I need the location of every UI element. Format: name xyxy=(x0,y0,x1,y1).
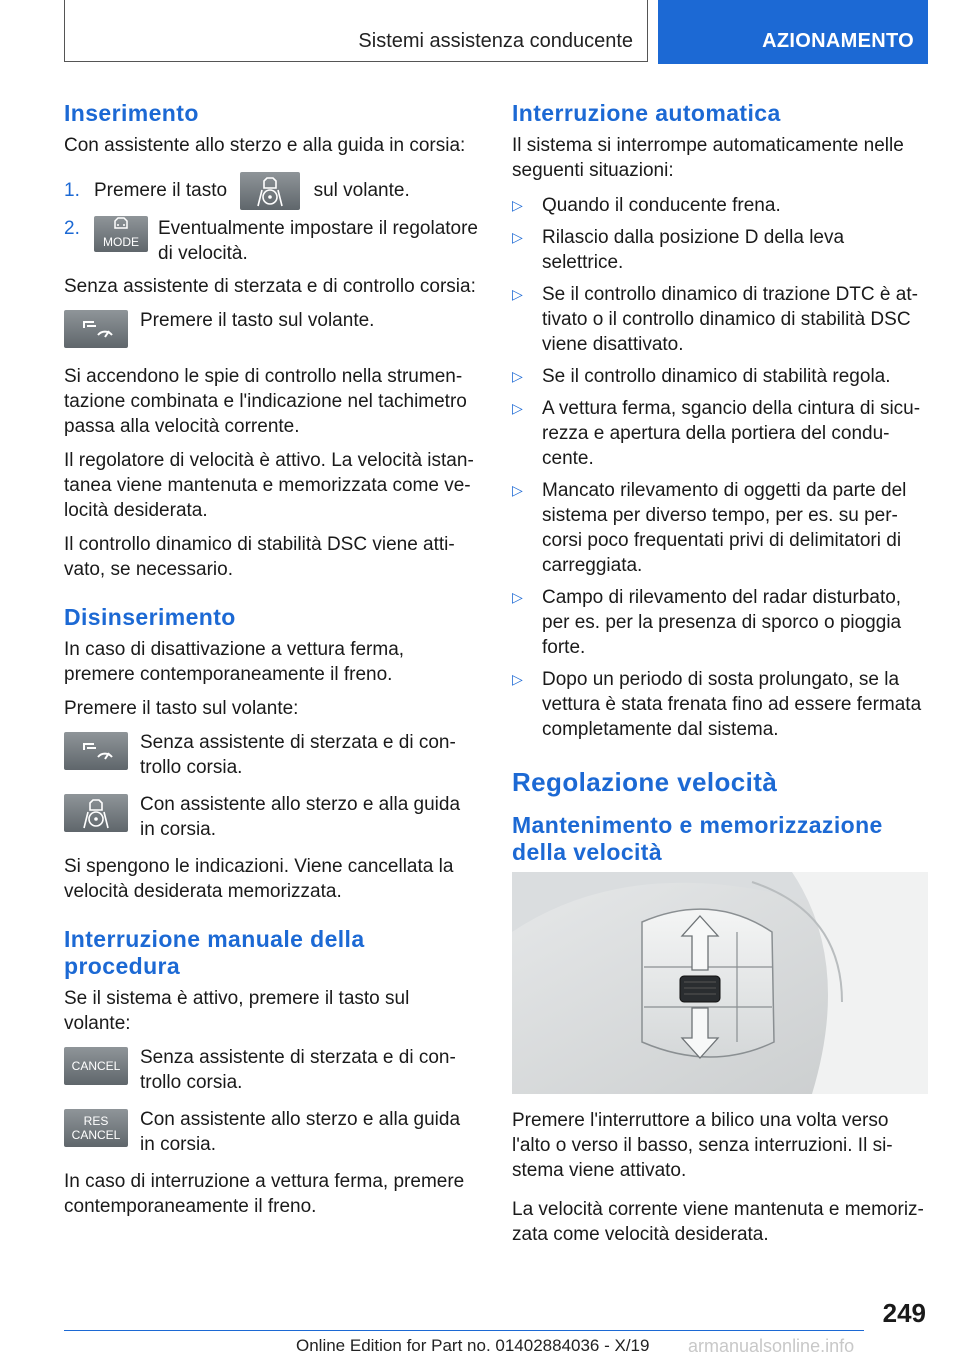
bullet-list xyxy=(512,193,928,742)
bullet-text: Se il controllo dinamico di stabilità regola. xyxy=(542,366,891,387)
inserimento-p3: Il controllo dinamico di stabilità DSC viene attivato, se necessario. xyxy=(64,534,455,581)
bullet-text: Se il controllo dinamico di trazione DTC è attivato o il controllo dinamico di stabilità DSC viene disattivato. xyxy=(542,284,918,355)
bullet-triangle-icon: ▷ xyxy=(512,197,523,213)
step-2 xyxy=(64,216,480,266)
bullet-item xyxy=(512,396,928,471)
regolazione-p1: Premere l'interruttore a bilico una volta verso l'alto o verso il basso, senza interruzioni. Il sistema viene attivato. xyxy=(512,1110,893,1181)
page-number: 249 xyxy=(882,1298,926,1328)
icon-row-cruise-text: Premere il tasto sul volante. xyxy=(140,310,375,332)
lane-assist-button-icon xyxy=(64,794,128,832)
heading-inserimento: Inserimento xyxy=(64,100,199,126)
disinserimento-row2-text: Con assistente allo sterzo e alla guida in corsia. xyxy=(140,794,461,841)
step-2-number: 2. xyxy=(64,218,80,240)
chapter-tab xyxy=(658,0,928,64)
disinserimento-p1: In caso di disattivazione a vettura ferma, premere contemporaneamente il freno. xyxy=(64,639,405,686)
mode-button-icon xyxy=(94,216,148,252)
bullet-triangle-icon: ▷ xyxy=(512,286,523,302)
step-2-text: Eventualmente impostare il regolatore di velocità. xyxy=(158,218,479,265)
no-assist-intro: Senza assistente di sterzata e di controllo corsia: xyxy=(64,276,476,298)
inserimento-intro: Con assistente allo sterzo e alla guida in corsia: xyxy=(64,135,466,156)
bullet-triangle-icon: ▷ xyxy=(512,671,523,687)
bullet-triangle-icon: ▷ xyxy=(512,482,523,498)
bullet-text: A vettura ferma, sgancio della cintura di sicurezza e apertura della portiera del conducente. xyxy=(542,398,921,469)
icon-row-disinserimento-1 xyxy=(64,730,480,780)
interruzione-auto-intro: Il sistema si interrompe automaticamente nelle seguenti situazioni: xyxy=(512,135,904,181)
heading-interruzione-automatica: Interruzione automatica xyxy=(512,100,781,126)
inserimento-p2: Il regolatore di velocità è attivo. La velocità istantanea viene mantenuta e memorizzata come velocità desiderata. xyxy=(64,450,474,522)
bullet-item xyxy=(512,225,928,275)
chapter-title: AZIONAMENTO xyxy=(762,30,914,52)
edition-note: Online Edition for Part no. 01402884036 - X/19 xyxy=(296,1336,650,1355)
right-column xyxy=(512,100,928,1256)
icon-row-res-cancel xyxy=(64,1107,480,1157)
heading-regolazione: Regolazione velocità xyxy=(512,767,778,797)
heading-mantenimento: Mantenimento e memorizzazione della velocità xyxy=(512,812,883,865)
bullet-text: Dopo un periodo di sosta prolungato, se la vettura è stata frenata fino ad essere fermata completamente dal sistema. xyxy=(542,669,922,740)
page-header xyxy=(64,0,928,64)
bullet-text: Mancato rilevamento di oggetti da parte del sistema per diverso tempo, per es. su percorsi poco frequentati privi di delimitatori di carreggiata. xyxy=(542,480,907,576)
bullet-item xyxy=(512,667,928,742)
interruzione-manuale-p1: Se il sistema è attivo, premere il tasto sul volante: xyxy=(64,988,410,1035)
res-cancel-button-icon xyxy=(64,1109,128,1147)
inserimento-p1: Si accendono le spie di controllo nella strumentazione combinata e l'indicazione nel tachimetro passa alla velocità corrente. xyxy=(64,366,467,438)
heading-disinserimento: Disinserimento xyxy=(64,604,236,631)
bullet-triangle-icon: ▷ xyxy=(512,400,523,416)
bullet-item xyxy=(512,364,928,389)
footer-rule xyxy=(64,1330,864,1331)
interruzione-row1-text: Senza assistente di sterzata e di controllo corsia. xyxy=(140,1047,456,1094)
icon-row-disinserimento-2 xyxy=(64,792,480,842)
section-title: Sistemi assistenza conducente xyxy=(358,30,633,52)
step-1-number: 1. xyxy=(64,180,80,201)
bullet-item xyxy=(512,193,928,218)
watermark: armanualsonline.info xyxy=(688,1336,855,1356)
disinserimento-p2: Premere il tasto sul volante: xyxy=(64,698,299,720)
bullet-item xyxy=(512,585,928,660)
bullet-triangle-icon: ▷ xyxy=(512,589,523,605)
disinserimento-row1-text: Senza assistente di sterzata e di controllo corsia. xyxy=(140,732,456,779)
steering-wheel-rocker-switch-image xyxy=(512,872,928,1094)
cruise-control-button-icon xyxy=(64,732,128,770)
icon-row-cancel xyxy=(64,1045,480,1095)
res-button-label: RES xyxy=(83,1114,109,1129)
step-1-post: sul volante. xyxy=(313,180,410,202)
cancel-button-label: CANCEL xyxy=(71,1059,121,1074)
step-1-pre: Premere il tasto xyxy=(94,180,228,202)
res-cancel-button-label: CANCEL xyxy=(71,1128,121,1143)
icon-row-cruise xyxy=(64,308,480,352)
left-column xyxy=(64,100,480,1228)
bullet-text: Quando il conducente frena. xyxy=(542,195,781,216)
bullet-item xyxy=(512,282,928,357)
lane-assist-button-icon xyxy=(240,172,300,210)
step-1 xyxy=(64,172,480,210)
bullet-text: Campo di rilevamento del radar disturbato, per es. per la presenza di sporco o pioggia forte. xyxy=(542,587,902,658)
cruise-control-button-icon xyxy=(64,310,128,348)
cancel-button-icon xyxy=(64,1047,128,1085)
bullet-triangle-icon: ▷ xyxy=(512,229,523,245)
bullet-item xyxy=(512,478,928,578)
bullet-text: Rilascio dalla posizione D della leva selettrice. xyxy=(542,227,845,273)
bullet-triangle-icon: ▷ xyxy=(512,368,523,384)
disinserimento-p3: Si spengono le indicazioni. Viene cancellata la velocità desiderata memorizzata. xyxy=(64,856,454,903)
interruzione-manuale-p2: In caso di interruzione a vettura ferma, premere contemporaneamente il freno. xyxy=(64,1171,465,1218)
regolazione-p2: La velocità corrente viene mantenuta e memorizzata come velocità desiderata. xyxy=(512,1199,924,1245)
mode-button-label: MODE xyxy=(103,235,139,250)
heading-interruzione-manuale: Interruzione manuale della procedura xyxy=(64,926,365,980)
interruzione-row2-text: Con assistente allo sterzo e alla guida in corsia. xyxy=(140,1109,461,1156)
section-tab xyxy=(64,0,648,62)
